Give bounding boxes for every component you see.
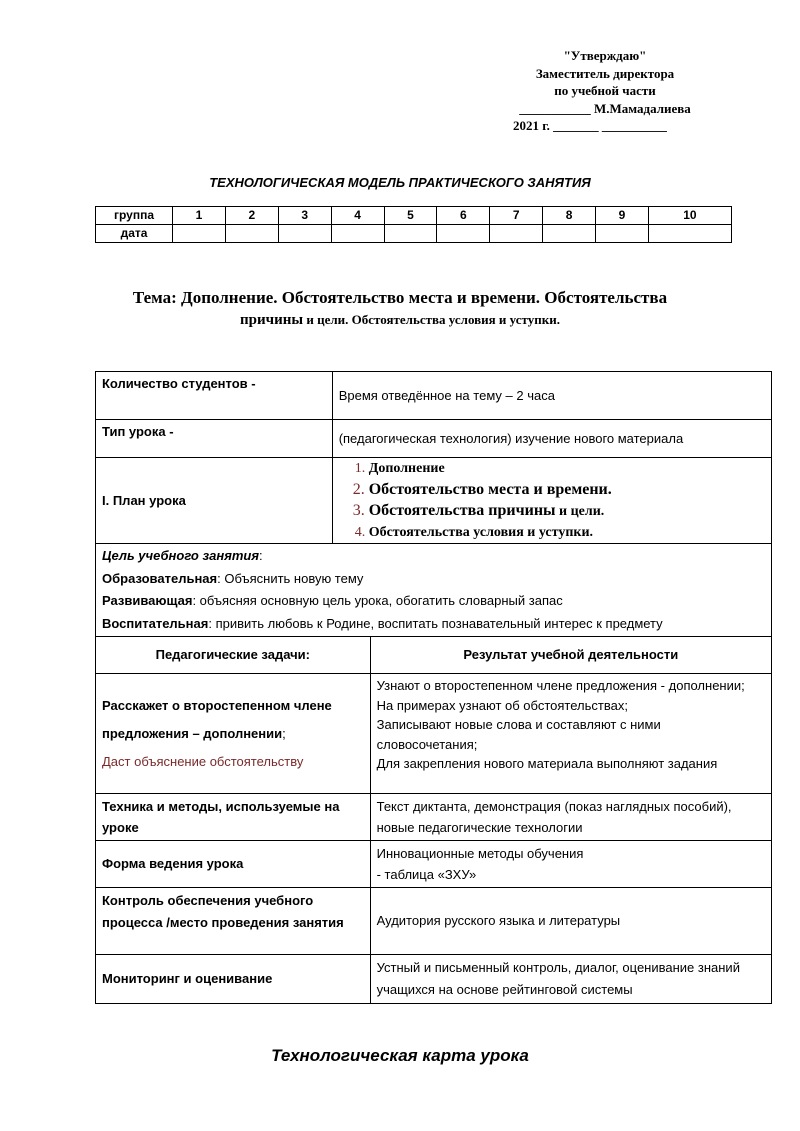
table-row	[96, 420, 772, 458]
plan-list	[339, 458, 765, 543]
date-cell	[437, 225, 490, 243]
group-col-7: 7	[490, 207, 543, 225]
group-col-9: 9	[596, 207, 649, 225]
result-item: На примерах узнают об обстоятельствах;	[376, 697, 628, 713]
table-row	[96, 888, 772, 955]
date-cell	[278, 225, 331, 243]
goals-cell	[96, 544, 772, 637]
table-row	[96, 372, 772, 420]
footer-title: Технологическая карта урока	[271, 1046, 529, 1065]
approval-date-line: 2021 г. _______ __________	[513, 118, 667, 133]
upbringing-value: : привить любовь к Родине, воспитать познавательный интерес к предмету	[208, 615, 663, 631]
students-label: Количество студентов -	[96, 372, 333, 420]
document-title: ТЕХНОЛОГИЧЕСКАЯ МОДЕЛЬ ПРАКТИЧЕСКОГО ЗАНЯТИЯ	[209, 175, 591, 190]
lesson-topic	[0, 286, 800, 331]
table-row	[96, 841, 772, 888]
table-row	[96, 794, 772, 841]
monitoring-value: Устный и письменный контроль, диалог, оценивание знаний учащихся на основе рейтинговой системы	[370, 955, 771, 1004]
date-row	[96, 225, 732, 243]
methods-value: Текст диктанта, демонстрация (показ наглядных пособий), новые педагогические технологии	[370, 794, 771, 841]
topic-line-1: Тема: Дополнение. Обстоятельство места и времени. Обстоятельства	[132, 288, 668, 307]
group-col-5: 5	[384, 207, 437, 225]
lesson-type-label: Тип урока -	[96, 420, 333, 458]
date-cell	[596, 225, 649, 243]
date-cell	[490, 225, 543, 243]
topic-line-2-start: причины	[240, 312, 304, 328]
form-value	[370, 841, 771, 888]
task-line-2-text: предложения – дополнении	[102, 725, 283, 741]
monitoring-label: Мониторинг и оценивание	[96, 955, 371, 1004]
group-col-8: 8	[543, 207, 596, 225]
result-item: Для закрепления нового материала выполняют задания	[376, 756, 718, 771]
plan-cell	[332, 458, 771, 544]
topic-line-2	[0, 309, 800, 331]
goal-developing	[102, 590, 765, 613]
group-col-4: 4	[331, 207, 384, 225]
students-value: Время отведённое на тему – 2 часа	[332, 372, 771, 420]
topic-line-2-end: и цели. Обстоятельства условия и уступки.	[303, 312, 560, 327]
result-item: Записывают новые слова и составляют с ними словосочетания;	[376, 717, 661, 752]
table-row	[96, 955, 772, 1004]
goal-educational	[102, 568, 765, 591]
date-cell	[331, 225, 384, 243]
control-value: Аудитория русского языка и литературы	[370, 888, 771, 955]
group-col-6: 6	[437, 207, 490, 225]
table-row	[96, 458, 772, 544]
educational-value: : Объяснить новую тему	[217, 570, 364, 586]
approval-line-1: "Утверждаю"	[563, 48, 647, 63]
lesson-table	[95, 371, 772, 1004]
group-col-3: 3	[278, 207, 331, 225]
form-label: Форма ведения урока	[96, 841, 371, 888]
goal-upbringing	[102, 613, 765, 636]
table-row	[96, 637, 772, 674]
goal-heading	[102, 545, 765, 568]
date-cell	[648, 225, 731, 243]
task-line-3: Даст объяснение обстоятельству	[102, 753, 304, 769]
task-line-2	[102, 720, 364, 748]
group-col-2: 2	[225, 207, 278, 225]
upbringing-label: Воспитательная	[102, 615, 209, 631]
plan-item-3-start: Обстоятельства причины	[368, 502, 556, 519]
approval-line-3: по учебной части	[554, 83, 656, 98]
date-cell	[173, 225, 226, 243]
tasks-cell	[96, 674, 371, 794]
group-label: группа	[96, 207, 173, 225]
plan-item: 2. Обстоятельство места и времени.	[369, 479, 765, 500]
plan-item: 1. Дополнение	[369, 458, 765, 479]
group-col-1: 1	[173, 207, 226, 225]
goal-colon: :	[259, 548, 263, 563]
date-cell	[384, 225, 437, 243]
educational-label: Образовательная	[102, 570, 218, 586]
developing-value: : объясняя основную цель урока, обогатить словарный запас	[192, 593, 563, 608]
approval-block	[505, 47, 705, 135]
methods-label: Техника и методы, используемые на уроке	[96, 794, 371, 841]
result-item: Узнают о второстепенном члене предложения - дополнении;	[376, 678, 745, 693]
group-row	[96, 207, 732, 225]
goal-label: Цель учебного занятия	[102, 548, 260, 563]
plan-item: 4. Обстоятельства условия и уступки.	[369, 522, 765, 543]
approval-signature-line: ___________ М.Мамадалиева	[519, 100, 691, 116]
lesson-type-value: (педагогическая технология) изучение нового материала	[332, 420, 771, 458]
plan-label: I. План урока	[96, 458, 333, 544]
table-row	[96, 544, 772, 637]
plan-item-3-end: и цели.	[555, 504, 605, 519]
control-label: Контроль обеспечения учебного процесса /место проведения занятия	[96, 888, 371, 955]
table-row	[96, 674, 772, 794]
form-value-line-1: Инновационные методы обучения	[376, 846, 584, 861]
group-table	[95, 206, 732, 243]
date-cell	[543, 225, 596, 243]
developing-label: Развивающая	[102, 593, 193, 608]
date-label: дата	[96, 225, 173, 243]
date-cell	[225, 225, 278, 243]
plan-item	[369, 500, 765, 522]
group-col-10: 10	[648, 207, 731, 225]
task-line-2-punct: ;	[282, 725, 286, 741]
task-line-1: Расскажет о второстепенном члене	[102, 697, 332, 713]
form-value-line-2: - таблица «ЗХУ»	[376, 867, 477, 882]
results-cell	[370, 674, 771, 794]
results-header: Результат учебной деятельности	[370, 637, 771, 674]
tasks-header: Педагогические задачи:	[96, 637, 371, 674]
approval-line-2: Заместитель директора	[535, 65, 675, 81]
